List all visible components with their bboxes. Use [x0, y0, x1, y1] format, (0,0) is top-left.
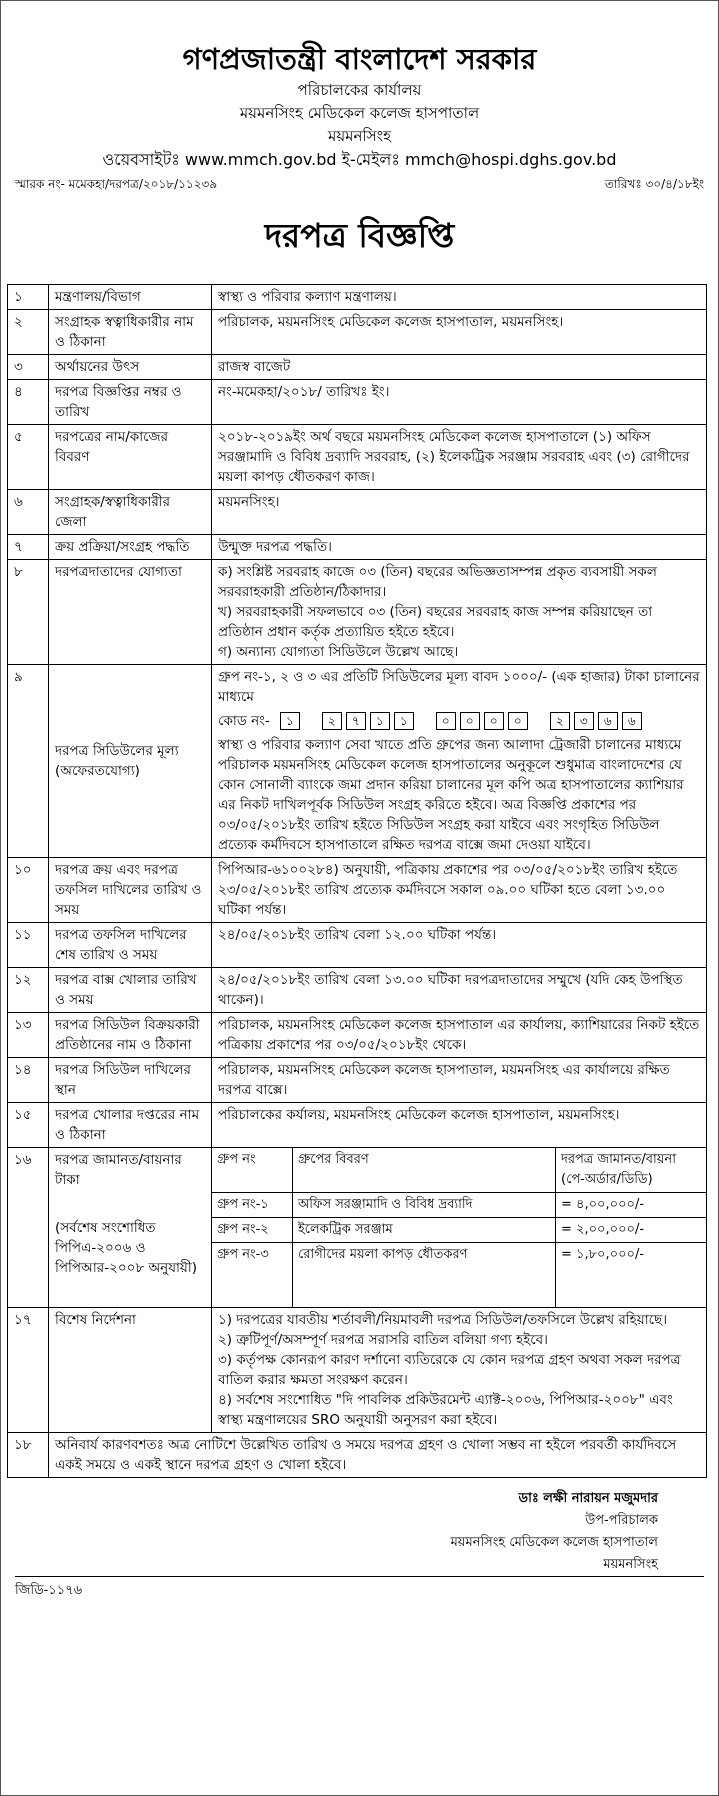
- row-number: ২: [8, 310, 49, 355]
- group-number: গ্রুপ নং-২: [212, 1218, 293, 1243]
- city-name: ময়মনসিংহ: [328, 127, 391, 145]
- code-digit: ১: [394, 712, 414, 730]
- row-value: ২৪/০৫/২০১৮ইং তারিখ বেলা ১২.০০ ঘটিকা পর্যন্ত।: [212, 923, 707, 968]
- instruction-line: ২) ত্রুটিপূর্ণ/অসম্পূর্ণ দরপত্র সরাসরি বাতিল বলিয়া গণ্য হইবে।: [218, 1332, 548, 1348]
- table-row: [8, 535, 707, 560]
- group-amount: = ২,০০,০০০/-: [556, 1218, 707, 1243]
- header-amount: দরপত্র জামানত/বায়না (পে-অর্ডার/ডিডি): [556, 1148, 707, 1193]
- row-label: মন্ত্রণালয়/বিভাগ: [49, 285, 212, 310]
- table-row: [8, 380, 707, 425]
- row-number: ৭: [8, 535, 49, 560]
- row-label: অর্থায়নের উৎস: [49, 355, 212, 380]
- instruction-line: ৩) কর্তৃপক্ষ কোনরূপ কারণ দর্শানো ব্যতিরেকে যে কোন দরপত্র গ্রহণ অথবা সকল দরপত্র বাতিল করার ক্ষমতা সংরক্ষণ করেন।: [218, 1352, 681, 1388]
- table-row: [8, 1308, 707, 1433]
- row-label: দরপত্র খোলার দপ্তরের নাম ও ঠিকানা: [49, 1103, 212, 1148]
- instruction-line: ৪) সর্বশেষ সংশোধিত "দি পাবলিক প্রকিউরমেন্ট এ্যাক্ট-২০০৬, পিপিআর-২০০৮" এবং স্বাস্থ্য মন্ত্রণালয়ের SRO অনুযায়ী অনুসরণ করা হইবে।: [218, 1392, 673, 1428]
- row-label: দরপত্র বাক্স খোলার তারিখ ও সময়: [49, 968, 212, 1013]
- row-label: দরপত্র ক্রয় এবং দরপত্র তফসিল দাখিলের তারিখ ও সময়: [49, 858, 212, 923]
- table-row: [8, 1103, 707, 1148]
- row-value: অনিবার্য কারণবশতঃ অত্র নোটিশে উল্লেখিত তারিখ ও সময়ে দরপত্র গ্রহণ ও খোলা সম্ভব না হইলে পরবর্তী কার্যদিবসে একই সময়ে ও একই স্থানে দরপত্র গ্রহণ ও খোলা হইবে।: [49, 1433, 707, 1478]
- signature-block: [1, 1488, 658, 1576]
- row-value: উন্মুক্ত দরপত্র পদ্ধতি।: [212, 535, 707, 560]
- table-row: [8, 665, 707, 858]
- row-label: দরপত্র সিডিউল দাখিলের স্থান: [49, 1058, 212, 1103]
- table-row: [8, 858, 707, 923]
- code-digit: ০: [460, 712, 480, 730]
- qualification-line: ক) সংশ্লিষ্ট সরবরাহ কাজে ০৩ (তিন) বছরের অভিজ্ঞতাসম্পন্ন প্রকৃত ব্যবসায়ী সকল সরবরাহকারী প্রতিষ্ঠান/ঠিকাদার।: [218, 564, 657, 600]
- code-number: [218, 711, 700, 731]
- code-digit: ২: [550, 712, 570, 730]
- row-label: দরপত্র সিডিউলের মূল্য (অফেরতযোগ্য): [49, 665, 212, 858]
- security-row: [212, 1218, 706, 1243]
- row-label: সংগ্রাহক/স্বত্বাধিকারীর জেলা: [49, 490, 212, 535]
- contact-line: ওয়েবসাইটঃ www.mmch.gov.bd ই-মেইলঃ mmch@hospi.dghs.gov.bd: [102, 150, 617, 169]
- row-value: [212, 1308, 707, 1433]
- code-digit: ৭: [346, 712, 366, 730]
- row-value: ময়মনসিংহ।: [212, 490, 707, 535]
- row-number: ১৮: [8, 1433, 49, 1478]
- footer: [15, 1576, 704, 1602]
- row-number: ৩: [8, 355, 49, 380]
- row-value: পিপিআর-৬১০০২৮৪) অনুযায়ী, পত্রিকায় প্রকাশের পর ০৩/০৫/২০১৮ইং তারিখ হইতে ২৩/০৫/২০১৮ইং তারিখ প্রত্যেক কর্মদিবসে সকাল ০৯.০০ ঘটিকা হতে বেলা ১৩.০০ ঘটিকা পর্যন্ত।: [212, 858, 707, 923]
- table-row: [8, 968, 707, 1013]
- instruction-line: ১) দরপত্রের যাবতীয় শর্তাবলী/নিয়মাবলী দরপত্র সিডিউল/তফসিলে উল্লেখ রহিয়াছে।: [218, 1312, 668, 1328]
- schedule-price-intro: গ্রুপ নং-১, ২ ও ৩ এর প্রতিটি সিডিউলের মূল্য বাবদ ১০০০/- (এক হাজার) টাকা চালানের মাধ্যমে: [218, 669, 700, 705]
- row-value: পরিচালকের কর্যালয়, ময়মনসিংহ মেডিকেল কলেজ হাসপাতাল, ময়মনসিংহ।: [212, 1103, 707, 1148]
- row-value: পরিচালক, ময়মনসিংহ মেডিকেল কলেজ হাসপাতাল, ময়মনসিংহ।: [212, 310, 707, 355]
- row-number: ৫: [8, 425, 49, 490]
- row-number: ১৭: [8, 1308, 49, 1433]
- table-row: [8, 285, 707, 310]
- group-description: অফিস সরঞ্জামাদি ও বিবিধ দ্রব্যাদি: [293, 1193, 556, 1218]
- memo-row: [15, 176, 704, 196]
- row-value: [212, 665, 707, 858]
- row-value: [212, 1148, 707, 1308]
- gd-code: জিডি-১১৭৬: [15, 1583, 83, 1598]
- row-label: বিশেষ নির্দেশনা: [49, 1308, 212, 1433]
- table-row: [8, 490, 707, 535]
- row-number: ১৫: [8, 1103, 49, 1148]
- code-digit: ৩: [574, 712, 594, 730]
- notice-title: দরপত্র বিজ্ঞপ্তি: [264, 216, 455, 255]
- row-number: ১৪: [8, 1058, 49, 1103]
- row-value: ২০১৮-২০১৯ইং অর্থ বছরে ময়মনসিংহ মেডিকেল কলেজ হাসপাতালে (১) অফিস সরঞ্জামাদি ও বিবিধ দ্রব্যাদি সরবরাহ, (২) ইলেকট্রিক সরঞ্জাম সরবরাহ এবং (৩) রোগীদের ময়লা কাপড় ধৌতকরণ কাজ।: [212, 425, 707, 490]
- code-digit: ২: [322, 712, 342, 730]
- table-row: [8, 425, 707, 490]
- security-row: [212, 1193, 706, 1218]
- row-number: ১: [8, 285, 49, 310]
- code-digit: ৬: [598, 712, 618, 730]
- row-label: [49, 1148, 212, 1308]
- table-row: [8, 923, 707, 968]
- row-number: ৪: [8, 380, 49, 425]
- security-header-row: [212, 1148, 706, 1193]
- code-digit: ১: [280, 712, 300, 730]
- memo-date: তারিখঃ ৩০/৪/১৮ইং: [604, 177, 704, 191]
- hospital-name: ময়মনসিংহ মেডিকেল কলেজ হাসপাতাল: [239, 104, 480, 122]
- schedule-price-body: স্বাস্থ্য ও পরিবার কল্যাণ সেবা খাতে প্রতি গ্রুপের জন্য আলাদা ট্রেজারী চালানের মাধ্যমে পরিচালক ময়মনসিংহ মেডিকেল কলেজ হাসপাতালের অনুকূলে শুধুমাত্র বাংলাদেশের যে কোন সোনালী ব্যাংকে জমা প্রদান করিয়া চালানের মূল কপি অত্র হাসপাতালের ক্যাশিয়ার এর নিকট দাখিলপূর্বক সিডিউল সংগ্রহ করিতে হইবে। অত্র বিজ্ঞপ্তি প্রকাশের পর ০৩/০৫/২০১৮ইং তারিখ হইতে সিডিউল সংগ্রহ করা যাইবে এবং সংগৃহিত সিডিউল প্রত্যেক কর্মদিবসে হাসপাতালে রক্ষিত দরপত্র বাক্সে জমা দেওয়া যাইবে।: [218, 737, 684, 853]
- government-title: গণপ্রজাতন্ত্রী বাংলাদেশ সরকার: [182, 42, 537, 76]
- row-value: পরিচালক, ময়মনসিংহ মেডিকেল কলেজ হাসপাতাল, ময়মনসিংহ এর কার্যালয়ে রক্ষিত দরপত্র বাক্সে।: [212, 1058, 707, 1103]
- row-label: দরপত্রের নাম/কাজের বিবরণ: [49, 425, 212, 490]
- row-value: ২৪/০৫/২০১৮ইং তারিখ বেলা ১৩.০০ ঘটিকা দরপত্রদাতাদের সম্মুখে (যদি কেহ উপস্থিত থাকেন)।: [212, 968, 707, 1013]
- row-label: দরপত্র তফসিল দাখিলের শেষ তারিখ ও সময়: [49, 923, 212, 968]
- group-number: গ্রুপ নং-৩: [212, 1243, 293, 1308]
- code-digit: ০: [484, 712, 504, 730]
- row-number: ৯: [8, 665, 49, 858]
- signatory-city: ময়মনসিংহ: [603, 1557, 658, 1572]
- row-value: [212, 560, 707, 665]
- group-amount: = ১,৮০,০০০/-: [556, 1243, 707, 1308]
- code-digit: ০: [508, 712, 528, 730]
- table-row: [8, 1148, 707, 1308]
- header-description: গ্রুপের বিবরণ: [293, 1148, 556, 1193]
- row-number: ১৬: [8, 1148, 49, 1308]
- group-number: গ্রুপ নং-১: [212, 1193, 293, 1218]
- group-description: ইলেকট্রিক সরঞ্জাম: [293, 1218, 556, 1243]
- table-row: [8, 1058, 707, 1103]
- row-number: ১১: [8, 923, 49, 968]
- row-label: ক্রয় প্রক্রিয়া/সংগ্রহ পদ্ধতি: [49, 535, 212, 560]
- row-number: ১২: [8, 968, 49, 1013]
- row-value: রাজস্ব বাজেট: [212, 355, 707, 380]
- qualification-line: গ) অন্যান্য যোগ্যতা সিডিউলে উল্লেখ আছে।: [218, 644, 459, 660]
- table-row: [8, 355, 707, 380]
- code-digit: ৬: [622, 712, 642, 730]
- code-digit: ১: [370, 712, 390, 730]
- group-description: রোগীদের ময়লা কাপড় ধৌতকরণ: [293, 1243, 556, 1308]
- row-label: দরপত্র সিডিউল বিক্রয়কারী প্রতিষ্ঠানের নাম ও ঠিকানা: [49, 1013, 212, 1058]
- code-boxes: [280, 711, 646, 731]
- table-row: [8, 1013, 707, 1058]
- row-label: দরপত্র বিজ্ঞপ্তির নম্বর ও তারিখ: [49, 380, 212, 425]
- row-number: ১০: [8, 858, 49, 923]
- letterhead: [1, 1, 718, 172]
- security-note: (সর্বশেষ সংশোধিত পিপিএ-২০০৬ ও পিপিআর-২০০৮ অনুযায়ী): [55, 1220, 198, 1276]
- row-value: পরিচালক, ময়মনসিংহ মেডিকেল কলেজ হাসপাতাল এর কার্যালয়, ক্যাশিয়ারের নিকট হইতে পত্রিকায় প্রকাশের পর ০৩/০৫/২০১৮ইং থেকে।: [212, 1013, 707, 1058]
- row-value: নং-মমেকহা/২০১৮/ তারিখঃ ইং।: [212, 380, 707, 425]
- header-group: গ্রুপ নং: [212, 1148, 293, 1193]
- group-amount: = ৪,০০,০০০/-: [556, 1193, 707, 1218]
- tender-table: [7, 284, 707, 1478]
- security-row: [212, 1243, 706, 1308]
- signatory-hospital: ময়মনসিংহ মেডিকেল কলেজ হাসপাতাল: [450, 1535, 658, 1550]
- table-row: [8, 560, 707, 665]
- signatory-name: ডাঃ লক্ষী নারায়ন মজুমদার: [518, 1491, 658, 1506]
- code-digit: ০: [436, 712, 456, 730]
- row-number: ৬: [8, 490, 49, 535]
- security-table: [212, 1148, 706, 1307]
- table-row: [8, 1433, 707, 1478]
- office-name: পরিচালকের কার্যালয়: [297, 81, 422, 99]
- code-label: কোড নং-: [218, 713, 270, 729]
- qualification-line: খ) সরবরাহকারী সফলভাবে ০৩ (তিন) বছরের সরবরাহ কাজ সম্পন্ন করিয়াছেন তা প্রতিষ্ঠান প্রধান কর্তৃক প্রত্যায়িত হইতে হইবে।: [218, 604, 653, 640]
- row-value: স্বাস্থ্য ও পরিবার কল্যাণ মন্ত্রণালয়।: [212, 285, 707, 310]
- memo-ref: স্মারক নং- মমেকহা/দরপত্র/২০১৮/১১২৩৯: [15, 177, 218, 191]
- signatory-designation: উপ-পরিচালক: [585, 1513, 658, 1528]
- row-number: ১৩: [8, 1013, 49, 1058]
- security-label: দরপত্র জামানত/বায়নার টাকা: [55, 1152, 182, 1188]
- row-number: ৮: [8, 560, 49, 665]
- row-label: সংগ্রাহক স্বত্বাধিকারীর নাম ও ঠিকানা: [49, 310, 212, 355]
- table-row: [8, 310, 707, 355]
- row-label: দরপত্রদাতাদের যোগ্যতা: [49, 560, 212, 665]
